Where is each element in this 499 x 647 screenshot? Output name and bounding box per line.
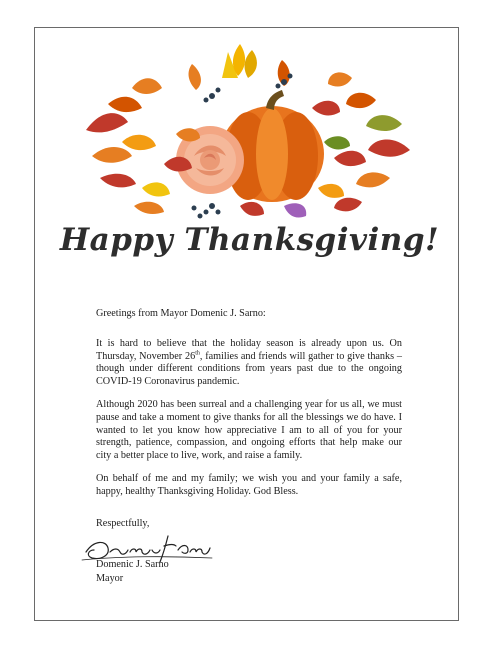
signer-name: Domenic J. Sarno	[96, 559, 169, 570]
paragraph-3: On behalf of me and my family; we wish you and your family a safe, happy, healthy Thanksgiving Holiday. God Bless.	[96, 472, 402, 497]
letter-body	[96, 308, 402, 509]
date-ordinal-suffix: th	[195, 350, 200, 357]
paragraph-2: Although 2020 has been surreal and a challenging year for us all, we must pause and take a moment to give thanks for all the blessings we do have. I wanted to let you know how appreciative I am to all of you for your strength, patience, compassion, and ongoing efforts that help make our city a better place to live, work, and raise a family.	[96, 398, 402, 462]
happy-thanksgiving-headline: Happy Thanksgiving!	[59, 222, 440, 258]
autumn-pumpkin-bouquet-illustration	[72, 38, 424, 228]
paragraph-1-text-end: , families and friends will gather to give thanks – though under different conditions from years past due to the ongoing COVID-19 Coronavirus pandemic.	[96, 350, 402, 388]
signer-title: Mayor	[96, 573, 124, 584]
greeting-line: Greetings from Mayor Domenic J. Sarno:	[96, 308, 266, 319]
closing-line: Respectfully,	[96, 518, 150, 529]
paragraph-1	[96, 338, 402, 389]
paragraph-1-text-start: It is hard to believe that the holiday season is already upon us. On Thursday, November 26	[96, 337, 402, 362]
foliage-left	[86, 78, 170, 214]
gold-leaves-top	[189, 44, 290, 90]
